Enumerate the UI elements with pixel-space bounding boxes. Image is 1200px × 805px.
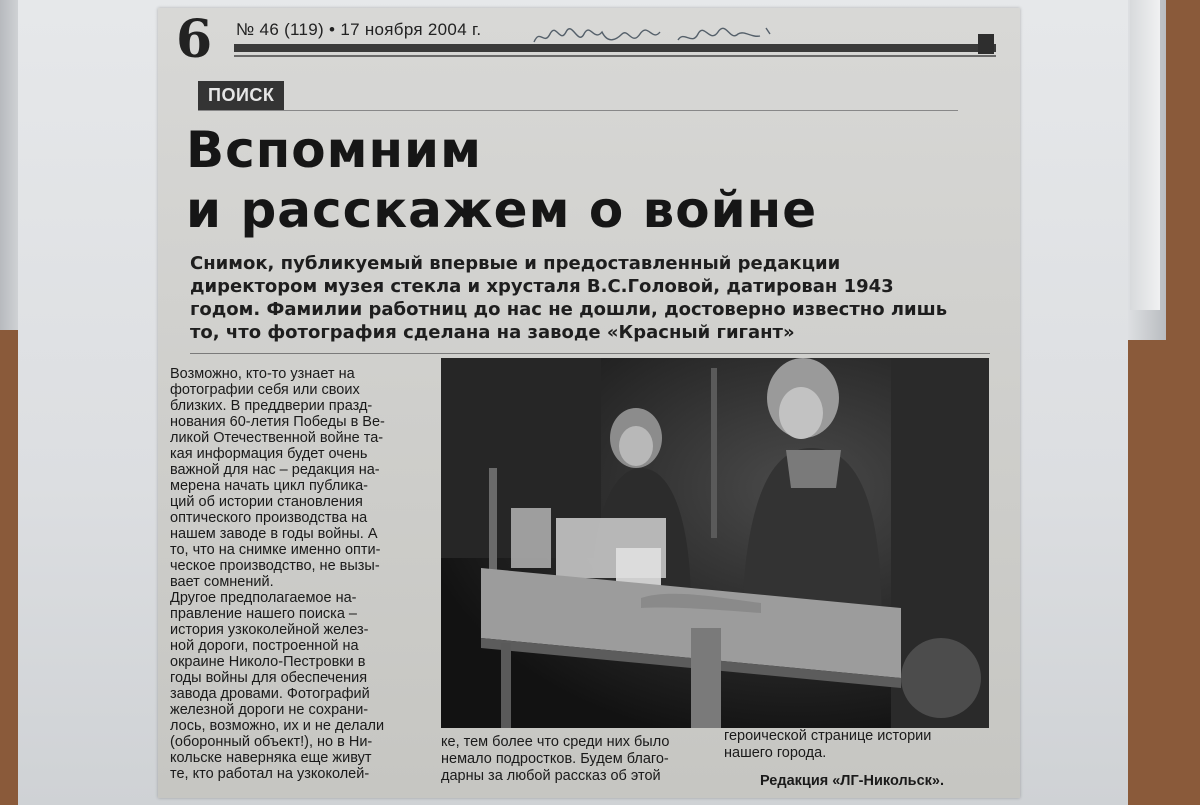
body-column-middle bbox=[441, 734, 711, 785]
body-line: ций об истории становления bbox=[170, 494, 363, 510]
headline-line: Вспомним bbox=[186, 121, 482, 179]
issue-line: № 46 (119) • 17 ноября 2004 г. bbox=[236, 20, 482, 39]
body-line: нашего города. bbox=[724, 745, 827, 761]
headline bbox=[186, 120, 1006, 240]
body-line: Возможно, кто-то узнает на bbox=[170, 366, 355, 382]
body-line: важной для нас – редакция на- bbox=[170, 462, 380, 478]
header-bar-mark bbox=[978, 34, 994, 54]
lead-rule bbox=[190, 353, 990, 354]
body-line: нашем заводе в годы войны. А bbox=[170, 526, 378, 542]
body-line: ной дороги, построенной на bbox=[170, 638, 359, 654]
body-line: вает сомнений. bbox=[170, 574, 274, 590]
body-line: история узкоколейной желез- bbox=[170, 622, 369, 638]
body-line: то, что на снимке именно опти- bbox=[170, 542, 381, 558]
body-line: правление нашего поиска – bbox=[170, 606, 357, 622]
body-column-right bbox=[724, 728, 994, 762]
body-line: те, кто работал на узкоколей- bbox=[170, 766, 370, 782]
body-line: дарны за любой рассказ об этой bbox=[441, 768, 661, 784]
body-line: железной дороги не сохрани- bbox=[170, 702, 369, 718]
body-line: ке, тем более что среди них было bbox=[441, 734, 670, 750]
photo-factory-workers bbox=[441, 358, 989, 728]
body-line: ческое производство, не вызы- bbox=[170, 558, 380, 574]
archive-photo bbox=[441, 358, 989, 728]
body-line: немало подростков. Будем благо- bbox=[441, 751, 669, 767]
header-rule bbox=[234, 44, 996, 52]
lead-line: годом. Фамилии работниц до нас не дошли, достоверно известно лишь bbox=[190, 299, 948, 320]
body-line: Другое предполагаемое на- bbox=[170, 590, 357, 606]
lead-line: директором музея стекла и хрусталя В.С.Головой, датирован 1943 bbox=[190, 276, 894, 297]
lead-paragraph bbox=[190, 252, 970, 344]
body-line: оптического производства на bbox=[170, 510, 368, 526]
right-paper-stack-edge bbox=[1130, 0, 1160, 310]
body-line: кольске наверняка еще живут bbox=[170, 750, 372, 766]
body-line: нования 60-летия Победы в Ве- bbox=[170, 414, 385, 430]
body-line: окраине Николо-Пестровки в bbox=[170, 654, 366, 670]
body-line: близких. В преддверии празд- bbox=[170, 398, 373, 414]
body-line: ликой Отечественной войне та- bbox=[170, 430, 384, 446]
body-line: годы войны для обеспечения bbox=[170, 670, 368, 686]
body-line: мерена начать цикл публика- bbox=[170, 478, 368, 494]
lead-line: то, что фотография сделана на заводе «Красный гигант» bbox=[190, 322, 795, 343]
signature: Редакция «ЛГ-Никольск». bbox=[760, 773, 944, 789]
body-line: завода дровами. Фотографий bbox=[170, 686, 370, 702]
body-line: (оборонный объект!), но в Ни- bbox=[170, 734, 373, 750]
lead-line: Снимок, публикуемый впервые и предоставленный редакции bbox=[190, 253, 841, 274]
headline-line: и расскажем о войне bbox=[186, 181, 818, 239]
backing-sheet bbox=[18, 0, 1128, 805]
body-line: фотографии себя или своих bbox=[170, 382, 360, 398]
rubric-label: ПОИСК bbox=[198, 81, 284, 110]
page-number: 6 bbox=[176, 9, 213, 70]
rubric-rule bbox=[198, 110, 958, 111]
body-column-left bbox=[170, 366, 425, 782]
body-line: кая информация будет очень bbox=[170, 446, 368, 462]
body-line: героической странице истории bbox=[724, 728, 932, 744]
header-rule-thin bbox=[234, 55, 996, 57]
body-line: лось, возможно, их и не делали bbox=[170, 718, 385, 734]
newspaper-clipping bbox=[158, 8, 1020, 798]
